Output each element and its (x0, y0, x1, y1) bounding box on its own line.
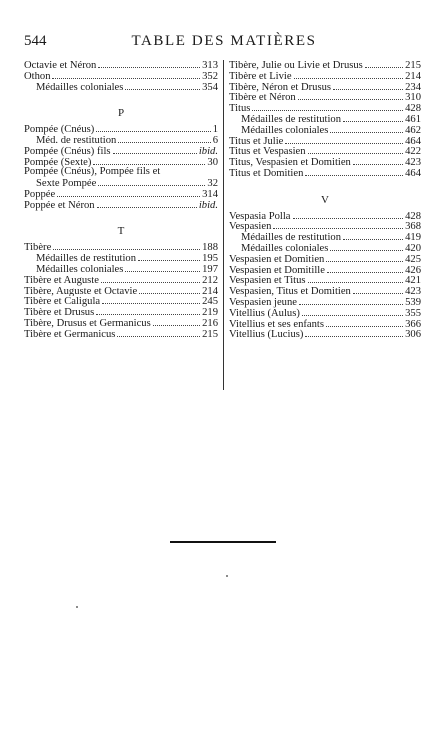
dot-leader (93, 157, 205, 165)
index-entry (229, 329, 421, 340)
index-entry (24, 296, 218, 307)
entry-label: Vespasien et Titus (229, 275, 306, 287)
entry-label: Pompée (Cnéus) fils (24, 145, 111, 157)
entry-page-number: 352 (202, 70, 218, 82)
entry-page-number: 464 (405, 167, 421, 179)
index-entry (24, 146, 218, 157)
entry-page-number: 355 (405, 307, 421, 319)
entry-label: Méd. de restitution (36, 134, 117, 146)
dot-leader (330, 243, 403, 251)
index-entry (24, 178, 218, 189)
index-entry (24, 286, 218, 297)
dot-leader (98, 60, 200, 68)
index-entry (229, 211, 421, 222)
entry-page-number: 6 (212, 134, 218, 146)
entry-page-number: 426 (405, 264, 421, 276)
dot-leader (113, 146, 197, 154)
entry-page-number: 216 (202, 317, 218, 329)
entry-label: Poppée et Néron (24, 199, 95, 211)
dot-leader (139, 286, 200, 294)
entry-label: Médailles de restitution (241, 232, 342, 243)
section-letter-t: T (117, 225, 125, 238)
dot-leader (305, 329, 403, 337)
index-entry (229, 308, 421, 319)
index-block (229, 60, 421, 179)
entry-page-number: 539 (405, 296, 421, 308)
entry-label: Tibère et Auguste (24, 274, 99, 286)
entry-page-number: 428 (405, 210, 421, 222)
entry-page-number: 212 (202, 274, 218, 286)
entry-page-number: 314 (202, 188, 218, 200)
index-entry (229, 275, 421, 286)
entry-label: Médailles coloniales (36, 263, 124, 275)
entry-page-number: ibid. (198, 199, 218, 211)
spacer (229, 179, 421, 190)
index-entry (229, 265, 421, 276)
entry-page-number: ibid. (198, 145, 218, 157)
entry-label: Tibère et Germanicus (24, 328, 116, 340)
dot-leader (353, 157, 403, 165)
index-entry (24, 71, 218, 82)
entry-page-number: 354 (202, 81, 218, 93)
dot-leader (302, 308, 403, 316)
entry-page-number: 461 (405, 113, 421, 125)
dot-leader (52, 71, 200, 79)
dot-leader (365, 60, 403, 68)
entry-page-number: 462 (405, 124, 421, 136)
page-number: 544 (24, 33, 47, 49)
entry-label: Titus, Vespasien et Domitien (229, 157, 351, 168)
index-entry (229, 297, 421, 308)
entry-label: Pompée (Cnéus) (24, 124, 95, 135)
entry-page-number: 215 (405, 60, 421, 71)
entry-page-number: 1 (212, 124, 218, 135)
print-speck (226, 575, 228, 577)
index-entry (24, 275, 218, 286)
index-entry (229, 286, 421, 297)
entry-label: Vespasien (229, 221, 272, 233)
entry-label: Titus (229, 103, 251, 114)
dot-leader (117, 329, 200, 337)
dot-leader (327, 265, 403, 273)
index-entry (24, 264, 218, 275)
entry-page-number: 464 (405, 135, 421, 147)
entry-label: Médailles de restitution (241, 113, 342, 125)
page-header (24, 33, 424, 51)
entry-page-number: 421 (405, 275, 421, 287)
index-column-left (24, 60, 218, 340)
entry-label: Tibère et Drusus (24, 307, 95, 318)
entry-label: Titus et Julie (229, 135, 284, 147)
entry-label: Vespasien jeune (229, 296, 297, 308)
dot-leader (125, 264, 200, 272)
entry-page-number: 423 (405, 157, 421, 168)
index-entry (24, 189, 218, 200)
index-entry (24, 135, 218, 146)
dot-leader (343, 232, 403, 240)
index-entry (229, 60, 421, 71)
dot-leader (96, 124, 210, 132)
entry-page-number: 422 (405, 146, 421, 158)
entry-page-number: 32 (207, 178, 218, 189)
index-entry (229, 82, 421, 93)
index-entry (229, 71, 421, 82)
entry-page-number: 215 (202, 328, 218, 340)
index-entry (229, 168, 421, 179)
index-entry (229, 136, 421, 147)
page-title: TABLE DES MATIÈRES (131, 33, 317, 49)
entry-page-number: 419 (405, 232, 421, 243)
entry-page-number: 219 (202, 307, 218, 318)
print-speck (76, 606, 78, 608)
entry-page-number: 197 (202, 263, 218, 275)
entry-label: Octavie et Néron (24, 60, 97, 71)
dot-leader (333, 82, 403, 90)
entry-label: Médailles coloniales (36, 81, 124, 93)
entry-page-number: 188 (202, 242, 218, 254)
dot-leader (97, 200, 197, 208)
entry-page-number: 30 (207, 156, 218, 168)
entry-page-number: 420 (405, 242, 421, 254)
dot-leader (299, 297, 403, 305)
entry-label: Pompée (Cnéus), Pompée fils et (24, 167, 161, 178)
entry-label: Médailles de restitution (36, 253, 137, 264)
entry-page-number: 368 (405, 221, 421, 233)
entry-page-number: 428 (405, 103, 421, 114)
entry-label: Tibère, Néron et Drusus (229, 81, 332, 93)
entry-page-number: 306 (405, 329, 421, 341)
dot-leader (153, 318, 200, 326)
dot-leader (98, 178, 205, 186)
dot-leader (308, 275, 404, 283)
entry-label: Tibère, Julie ou Livie et Drusus (229, 60, 363, 71)
entry-page-number: 313 (202, 60, 218, 71)
index-entry (229, 146, 421, 157)
index-entry (229, 221, 421, 232)
entry-label: Vespasien, Titus et Domitien (229, 286, 351, 297)
index-entry (24, 253, 218, 264)
entry-label: Pompée (Sexte) (24, 156, 92, 168)
entry-label: Vespasien et Domitien (229, 253, 325, 265)
index-entry (229, 157, 421, 168)
index-block (24, 242, 218, 339)
dot-leader (125, 82, 200, 90)
entry-page-number: 214 (202, 285, 218, 297)
entry-label: Médailles coloniales (241, 124, 329, 136)
index-entry (229, 92, 421, 103)
entry-page-number: 195 (202, 253, 218, 264)
dot-leader (353, 286, 403, 294)
dot-leader (101, 275, 200, 283)
entry-label: Vespasia Polla (229, 210, 291, 222)
index-entry (24, 329, 218, 340)
dot-leader (273, 221, 403, 229)
dot-leader (252, 103, 403, 111)
entry-label: Tibère et Néron (229, 92, 296, 104)
section-letter-v: V (321, 193, 329, 206)
entry-label: Vitellius (Lucius) (229, 329, 304, 341)
index-entry (24, 157, 218, 168)
spacer (24, 211, 218, 222)
index-entry (229, 254, 421, 265)
entry-label: Tibère, Drusus et Germanicus (24, 317, 151, 329)
index-entry (24, 60, 218, 71)
spacer (24, 92, 218, 103)
index-block (24, 60, 218, 92)
dot-leader (96, 307, 200, 315)
index-block (229, 211, 421, 341)
dot-leader (305, 168, 403, 176)
dot-leader (285, 136, 403, 144)
dot-leader (57, 189, 200, 197)
entry-label: Tibère et Livie (229, 70, 292, 82)
dot-leader (294, 71, 404, 79)
index-block (24, 124, 218, 210)
entry-label: Tibère (24, 242, 52, 254)
index-entry (229, 319, 421, 330)
entry-label: Poppée (24, 188, 56, 200)
index-entry (24, 307, 218, 318)
entry-label: Sexte Pompée (36, 178, 97, 189)
index-entry (229, 114, 421, 125)
entry-label: Tibère, Auguste et Octavie (24, 285, 138, 297)
dot-leader (138, 253, 200, 261)
dot-leader (53, 242, 200, 250)
index-entry (24, 242, 218, 253)
entry-label: Médailles coloniales (241, 242, 329, 254)
entry-page-number: 425 (405, 253, 421, 265)
dot-leader (293, 211, 404, 219)
dot-leader (343, 114, 403, 122)
index-column-right (229, 60, 421, 340)
entry-page-number: 423 (405, 286, 421, 297)
entry-label: Titus et Vespasien (229, 146, 306, 158)
entry-page-number: 214 (405, 70, 421, 82)
entry-label: Vitellius et ses enfants (229, 318, 324, 330)
entry-page-number: 234 (405, 81, 421, 93)
dot-leader (298, 92, 403, 100)
entry-label: Vespasien et Domitille (229, 264, 325, 276)
dot-leader (118, 135, 210, 143)
column-divider (223, 60, 224, 390)
dot-leader (308, 146, 404, 154)
dot-leader (326, 319, 403, 327)
index-entry (229, 125, 421, 136)
entry-page-number: 245 (202, 296, 218, 308)
index-entry (229, 232, 421, 243)
index-entry (24, 167, 218, 178)
index-entry (229, 243, 421, 254)
index-entry (24, 200, 218, 211)
index-entry (229, 103, 421, 114)
entry-page-number: 366 (405, 318, 421, 330)
index-entry (24, 82, 218, 93)
dot-leader (326, 254, 403, 262)
end-rule (170, 541, 276, 543)
dot-leader (102, 296, 200, 304)
entry-label: Othon (24, 70, 51, 82)
entry-label: Tibère et Caligula (24, 296, 101, 308)
entry-label: Titus et Domitien (229, 167, 304, 179)
entry-label: Vitellius (Aulus) (229, 307, 300, 319)
index-entry (24, 318, 218, 329)
index-entry (24, 124, 218, 135)
dot-leader (330, 125, 403, 133)
section-letter-p: P (117, 107, 125, 120)
entry-page-number: 310 (405, 92, 421, 104)
